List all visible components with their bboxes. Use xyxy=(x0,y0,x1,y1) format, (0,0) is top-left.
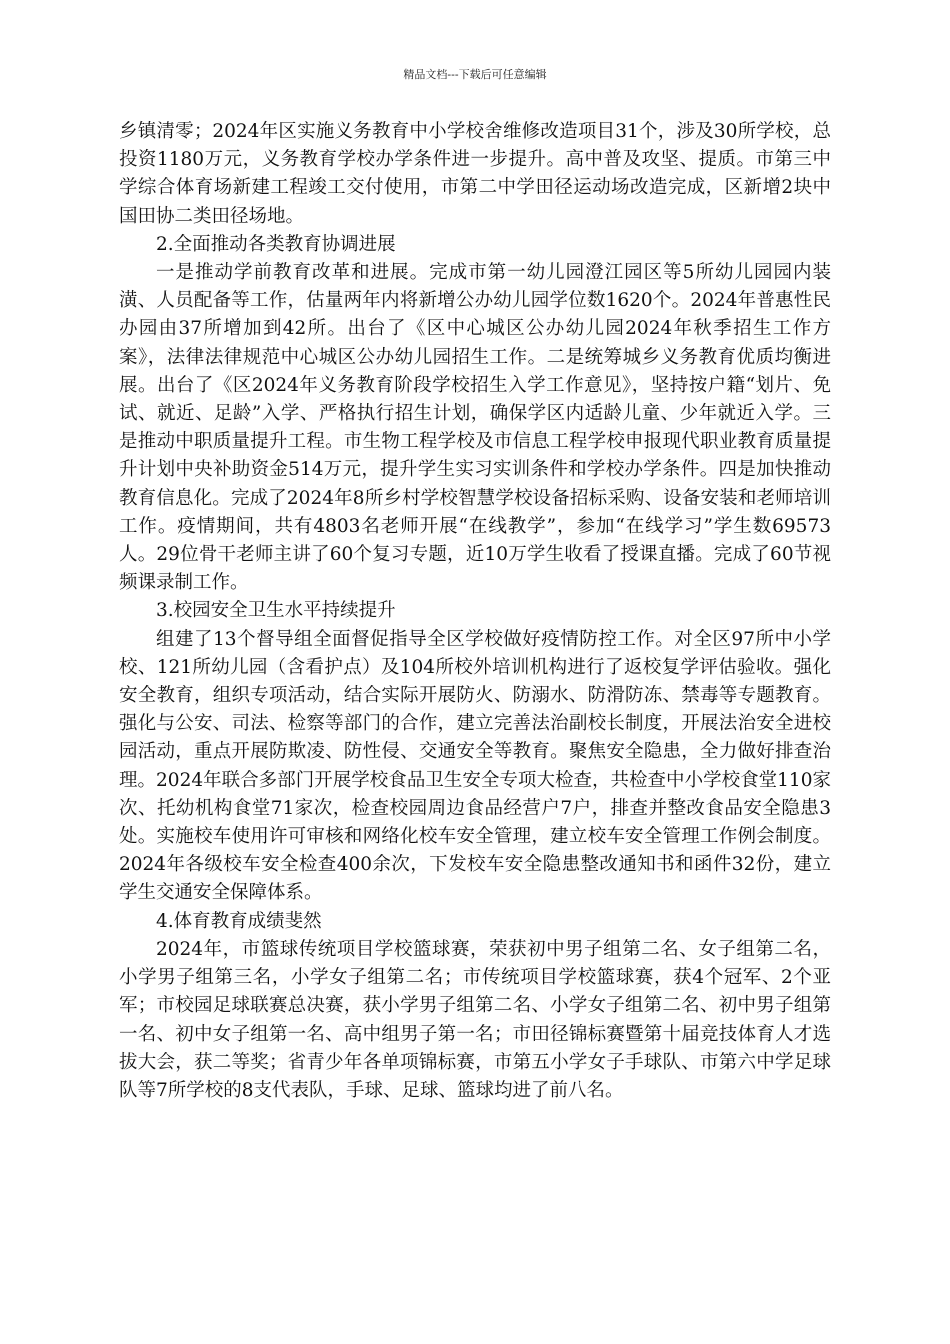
paragraph-campus-safety: 组建了13个督导组全面督促指导全区学校做好疫情防控工作。对全区97所中小学校、121所幼儿园（含看护点）及104所校外培训机构进行了返校复学评估验收。强化安全教育，组织专项活动，结合实际开展防火、防溺水、防滑防冻、禁毒等专题教育。强化与公安、司法、检察等部门的合作，建立完善法治副校长制度，开展法治安全进校园活动，重点开展防欺凌、防性侵、交通安全等教育。聚焦安全隐患，全力做好排查治理。2024年联合多部门开展学校食品卫生安全专项大检查，共检查中小学校食堂110家次、托幼机构食堂71家次，检查校园周边食品经营户7户，排查并整改食品安全隐患3处。实施校车使用许可审核和网络化校车安全管理，建立校车安全管理工作例会制度。2024年各级校车安全检查400余次，下发校车安全隐患整改通知书和函件32份，建立学生交通安全保障体系。 xyxy=(119,628,831,904)
section-heading-4: 4.体育教育成绩斐然 xyxy=(156,910,322,932)
document-body xyxy=(119,118,831,1105)
section-heading-2: 2.全面推动各类教育协调进展 xyxy=(156,233,396,255)
paragraph-sports-results: 2024年，市篮球传统项目学校篮球赛，荣获初中男子组第二名、女子组第二名，小学男子组第三名，小学女子组第二名；市传统项目学校篮球赛，获4个冠军、2个亚军；市校园足球联赛总决赛，获小学男子组第二名、小学女子组第二名、初中男子组第一名、初中女子组第一名、高中组男子第一名；市田径锦标赛暨第十届竞技体育人才选拔大会，获二等奖；省青少年各单项锦标赛，市第五小学女子手球队、市第六中学足球队等7所学校的8支代表队，手球、足球、篮球均进了前八名。 xyxy=(119,938,831,1101)
page-header: 精品文档---下载后可任意编辑 xyxy=(403,68,547,81)
section-heading-3: 3.校园安全卫生水平持续提升 xyxy=(156,600,396,622)
paragraph-continued: 乡镇清零；2024年区实施义务教育中小学校舍维修改造项目31个，涉及30所学校，总投资1180万元，义务教育学校办学条件进一步提升。高中普及攻坚、提质。市第三中学综合体育场新建工程竣工交付使用，市第二中学田径运动场改造完成，区新增2块中国田协二类田径场地。 xyxy=(119,121,831,227)
paragraph-preschool-progress: 一是推动学前教育改革和进展。完成市第一幼儿园澄江园区等5所幼儿园园内装潢、人员配备等工作，估量两年内将新增公办幼儿园学位数1620个。2024年普惠性民办园由37所增加到42所。出台了《区中心城区公办幼儿园2024年秋季招生工作方案》，法律法律规范中心城区公办幼儿园招生工作。二是统筹城乡义务教育优质均衡进展。出台了《区2024年义务教育阶段学校招生入学工作意见》，坚持按户籍“划片、免试、就近、足龄”入学、严格执行招生计划，确保学区内适龄儿童、少年就近入学。三是推动中职质量提升工程。市生物工程学校及市信息工程学校申报现代职业教育质量提升计划中央补助资金514万元，提升学生实习实训条件和学校办学条件。四是加快推动教育信息化。完成了2024年8所乡村学校智慧学校设备招标采购、设备安装和老师培训工作。疫情期间，共有4803名老师开展“在线教学”，参加“在线学习”学生数69573人。29位骨干老师主讲了60个复习专题，近10万学生收看了授课直播。完成了60节视频课录制工作。 xyxy=(119,262,831,594)
